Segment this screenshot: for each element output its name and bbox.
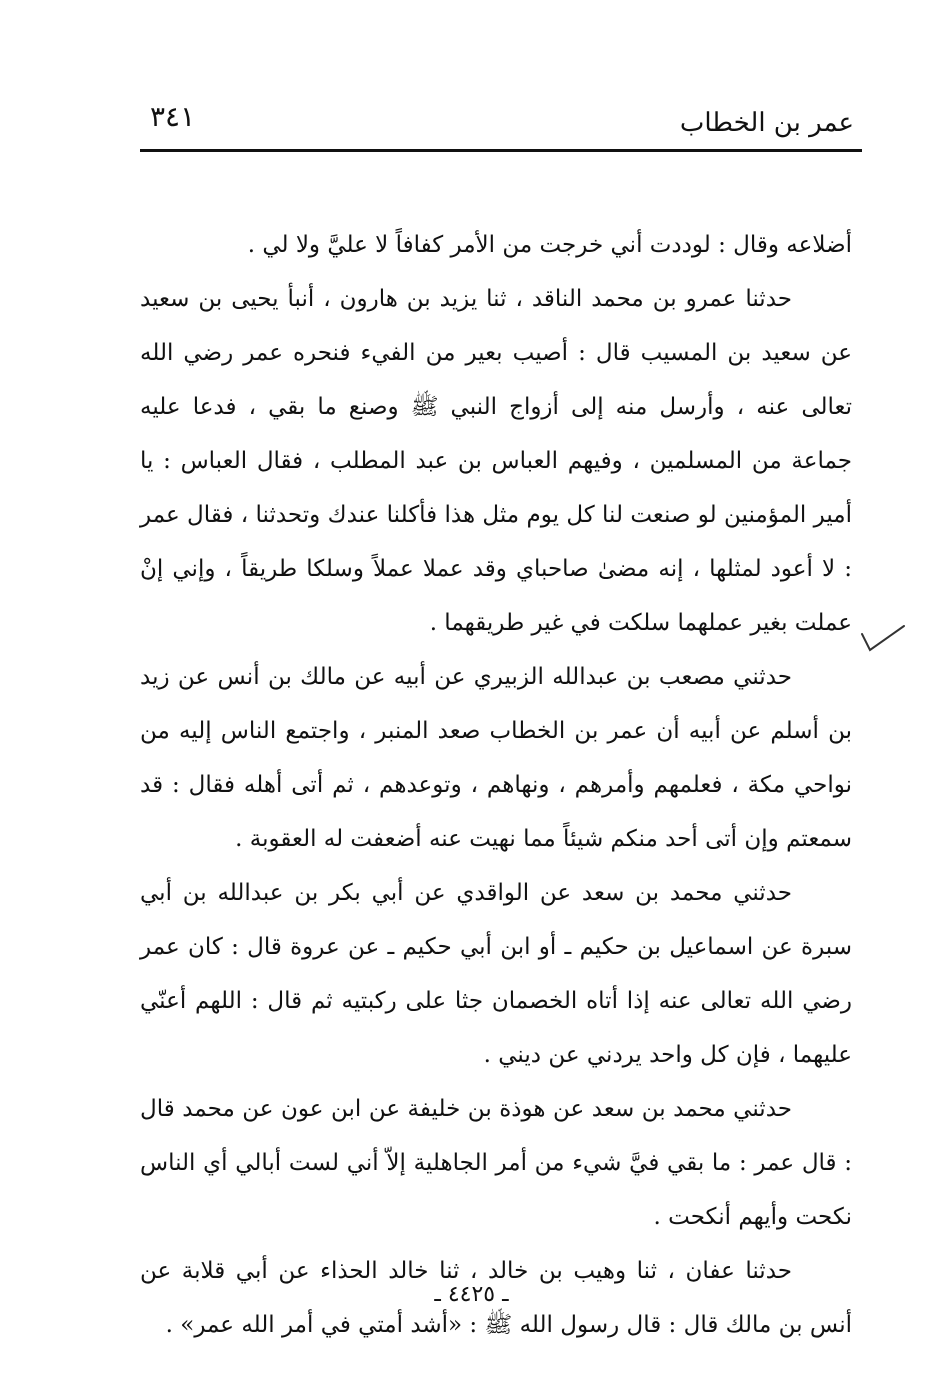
- header-rule: [140, 149, 862, 152]
- paragraph-narration: حدثنا عفان ، ثنا وهيب بن خالد ، ثنا خالد الحذاء عن أبي قلابة عن أنس بن مالك قال : قال رسول الله ﷺ : «أشد أمتي في أمر الله عمر» .: [140, 1258, 852, 1338]
- running-title: عمر بن الخطاب: [679, 108, 854, 138]
- paragraph-continuation: أضلاعه وقال : لوددت أني خرجت من الأمر كفافاً لا عليَّ ولا لي .: [247, 232, 852, 258]
- paragraph-narration: حدثني محمد بن سعد عن هوذة بن خليفة عن ابن عون عن محمد قال : قال عمر : ما بقي فيَّ شيء من أمر الجاهلية إلاّ أني لست أبالي أي الناس نكحت وأيهم أنكحت .: [140, 1096, 852, 1230]
- page-number-bottom: ـ ٤٤٢٥ ـ: [434, 1282, 509, 1307]
- body-text: [140, 218, 852, 1352]
- paragraph-narration: حدثني مصعب بن عبدالله الزبيري عن أبيه عن مالك بن أنس عن زيد بن أسلم عن أبيه أن عمر بن الخطاب صعد المنبر ، واجتمع الناس إليه من نواحي مكة ، فعلمهم وأمرهم ، ونهاهم ، وتوعدهم ، ثم أتى أهله فقال : قد سمعتم وإن أتى أحد منكم شيئاً مما نهيت عنه أضعفت له العقوبة .: [140, 664, 852, 852]
- paragraph-narration: حدثنا عمرو بن محمد الناقد ، ثنا يزيد بن هارون ، أنبأ يحيى بن سعيد عن سعيد بن المسيب قال : أصيب بعير من الفيء فنحره عمر رضي الله تعالى عنه ، وأرسل منه إلى أزواج النبي ﷺ وصنع ما بقي ، فدعا عليه جماعة من المسلمين ، وفيهم العباس بن عبد المطلب ، فقال العباس : يا أمير المؤمنين لو صنعت لنا كل يوم مثل هذا فأكلنا عندك وتحدثنا ، فقال عمر : لا أعود لمثلها ، إنه مضىٰ صاحباي وقد عملا عملاً وسلكا طريقاً ، وإني إنْ عملت بغير عملهما سلكت في غير طريقهما .: [140, 286, 852, 636]
- page-header: [140, 96, 862, 152]
- page-number-top: ٣٤١: [150, 100, 196, 133]
- paragraph-narration: حدثني محمد بن سعد عن الواقدي عن أبي بكر بن عبدالله بن أبي سبرة عن اسماعيل بن حكيم ـ أو ابن أبي حكيم ـ عن عروة قال : كان عمر رضي الله تعالى عنه إذا أتاه الخصمان جثا على ركبتيه ثم قال : اللهم أعنّي عليهما ، فإن كل واحد يردني عن ديني .: [140, 880, 852, 1068]
- check-mark-icon: [858, 620, 908, 660]
